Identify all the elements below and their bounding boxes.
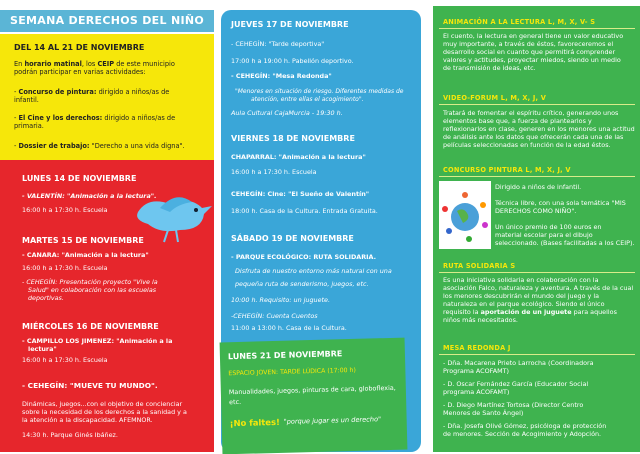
section-title: VIDEO-FORUM L, M, X, J, V [443,94,547,102]
event-line: Salud" en colaboración con las escuelas [28,286,157,294]
event-time: 11:00 a 13:00 h. Casa de la Cultura. [231,324,347,332]
section-title: ANIMACIÓN A LA LECTURA L, M, X, V- S [443,18,596,26]
event-desc: etc. [229,397,242,407]
section-title: MESA REDONDA J [443,344,511,352]
divider [439,176,635,177]
event-line: - CANARA: "Animación a la lectura" [22,251,149,259]
event-desc: "Menores en situación de riesgo. Diferentes medidas de [235,88,404,95]
page-title: SEMANA DERECHOS DEL NIÑO [0,10,214,32]
event-time: 18:00 h. Casa de la Cultura. Entrada Gratuita. [231,207,378,215]
section-body [443,359,639,438]
event-desc: Disfruta de nuestro entorno más natural con una [235,267,392,275]
day-heading: JUEVES 17 DE NOVIEMBRE [231,20,349,29]
intro-item: - El Cine y los derechos: dirigido a niños/as de primaria. [14,114,176,131]
event-time: 14:30 h. Parque Ginés Ibáñez. [22,431,118,439]
day-heading: LUNES 21 DE NOVIEMBRE [227,349,343,362]
intro-item: - Concurso de pintura: dirigido a niños/as de infantil. [14,88,170,105]
event-time: 17:00 h a 19:00 h. Pabellón deportivo. [231,57,354,65]
event-time: 16:00 h a 17:30 h. Escuela [22,264,108,272]
event-time: 16:00 h a 17:30 h. Escuela [22,356,108,364]
event-line: - CEHEGÍN: "Mesa Redonda" [231,72,332,80]
event-line: - CAMPILLO LOS JIMENEZ: "Animación a la [22,337,173,345]
event-time: Aula Cultural CajaMurcia - 19:30 h. [231,109,343,117]
event-line: - CEHEGÍN: "Tarde deportiva" [231,40,325,48]
section-title: CONCURSO PINTURA L, M, X, J, V [443,166,571,174]
event-line: -CEHEGÍN: Cuenta Cuentos [231,312,318,320]
divider [439,354,635,355]
list-item: - D. Diego Martínez Tortosa (Director Centro Menores de Santo Ángel) [443,401,584,417]
intro-item: - Dossier de trabajo: "Derecho a una vida digna". [14,142,185,150]
section-body: El cuento, la lectura en general tiene un valor educativo muy importante, a través de éstos, favoreceremos el desarrollo social en cuanto que permitirá comprender valores y actitudes, proyectar miedos, siendo un medio de transmisión de ideas, etc. [443,32,624,72]
event-line: - VALENTÍN: "Animación a la lectura". [22,192,157,200]
section-body: Tratará de fomentar el espíritu crítico, generando unos elementos base que, a fuerza de plantearlos y reflexionarlos en clase, generen en los menores una actitud de análisis ante los datos que ofrecerán cada una de las películas seleccionadas en función de la edad éstos. [443,109,635,149]
day-heading: SÁBADO 19 DE NOVIEMBRE [231,234,354,243]
event-desc: pequeña ruta de senderismo, juegos, etc. [235,280,369,288]
intro-text: En horario matinal, los CEIP de este municipio podrán participar en varias actividades: [14,60,175,77]
event-desc: Manualidades, juegos, pinturas de cara, globoflexia, [228,383,396,397]
activities-panel [433,6,640,452]
list-item: - Dña. Macarena Prieto Larrocha (Coordinadora Programa ACOFAMT) [443,359,594,375]
list-item: - Dña. Josefa Olivé Gómez, psicóloga de protección de menores. Sección de Acogimiento y Adopción. [443,422,607,438]
event-time: 16:00 h a 17:30 h. Escuela [22,206,108,214]
event-desc: sobre la necesidad de los derechos a la sanidad y a [22,408,187,416]
event-line: - CEHEGÍN: "MUEVE TU MUNDO". [22,381,158,390]
children-globe-icon [439,181,491,249]
event-time: 10:00 h. Requisito: un juguete. [231,296,330,304]
event-line: lectura" [28,345,57,353]
day-heading: LUNES 14 DE NOVIEMBRE [22,174,137,183]
event-line: deportivas. [28,294,64,302]
list-item: - D. Oscar Fernández García (Educador Social programa ACOFAMT) [443,380,589,396]
section-title: RUTA SOLIDARIA S [443,262,516,270]
day-heading: MIÉRCOLES 16 DE NOVIEMBRE [22,322,159,331]
divider [439,104,635,105]
event-line: - CEHEGÍN: Presentación proyecto "Vive la [22,278,158,286]
section-body: Dirigido a niños de infantil. Técnica libre, con una sola temática "MIS DERECHOS COMO NIÑO". Un único premio de 100 euros en material escolar para el dibujo seleccionado. (Bases facilitadas a los CEIP). [495,183,635,247]
slogan-a: ¡No faltes! [229,416,280,429]
monday-21-panel [220,338,408,454]
divider [439,272,635,273]
day-heading: MARTES 15 DE NOVIEMBRE [22,236,144,245]
intro-panel [0,34,214,160]
event-line: CEHEGÍN: Cine: "El Sueño de Valentín" [231,190,370,198]
divider [439,28,635,29]
schedule-panel-red [0,160,214,452]
event-desc: Dinámicas, juegos...con el objetivo de concienciar [22,400,183,408]
event-line: CHAPARRAL: "Animación a la lectura" [231,153,366,161]
event-line: - PARQUE ECOLÓGICO: RUTA SOLIDARIA. [231,253,377,261]
day-heading: VIERNES 18 DE NOVIEMBRE [231,134,355,143]
event-desc: atención, entre ellas el acogimiento". [251,96,364,103]
event-time: 16:00 h a 17:30 h. Escuela [231,168,317,176]
intro-dates: DEL 14 AL 21 DE NOVIEMBRE [14,43,145,52]
event-desc: la atención a la discapacidad. AFEMNOR. [22,416,153,424]
slogan-b: "porque jugar es un derecho" [283,415,382,426]
event-line: ESPACIO JOVEN: TARDE LÚDICA (17:00 h) [228,366,356,378]
section-body: Es una iniciativa solidaria en colaboración con la asociación Falco, naturaleza y aventura. A través de la cual los menores descubrirán el mundo del juego y la naturaleza en el parque ecológico. Siendo el único requisito la aportación de un juguete para aquellos niños más necesitados. [443,276,634,324]
